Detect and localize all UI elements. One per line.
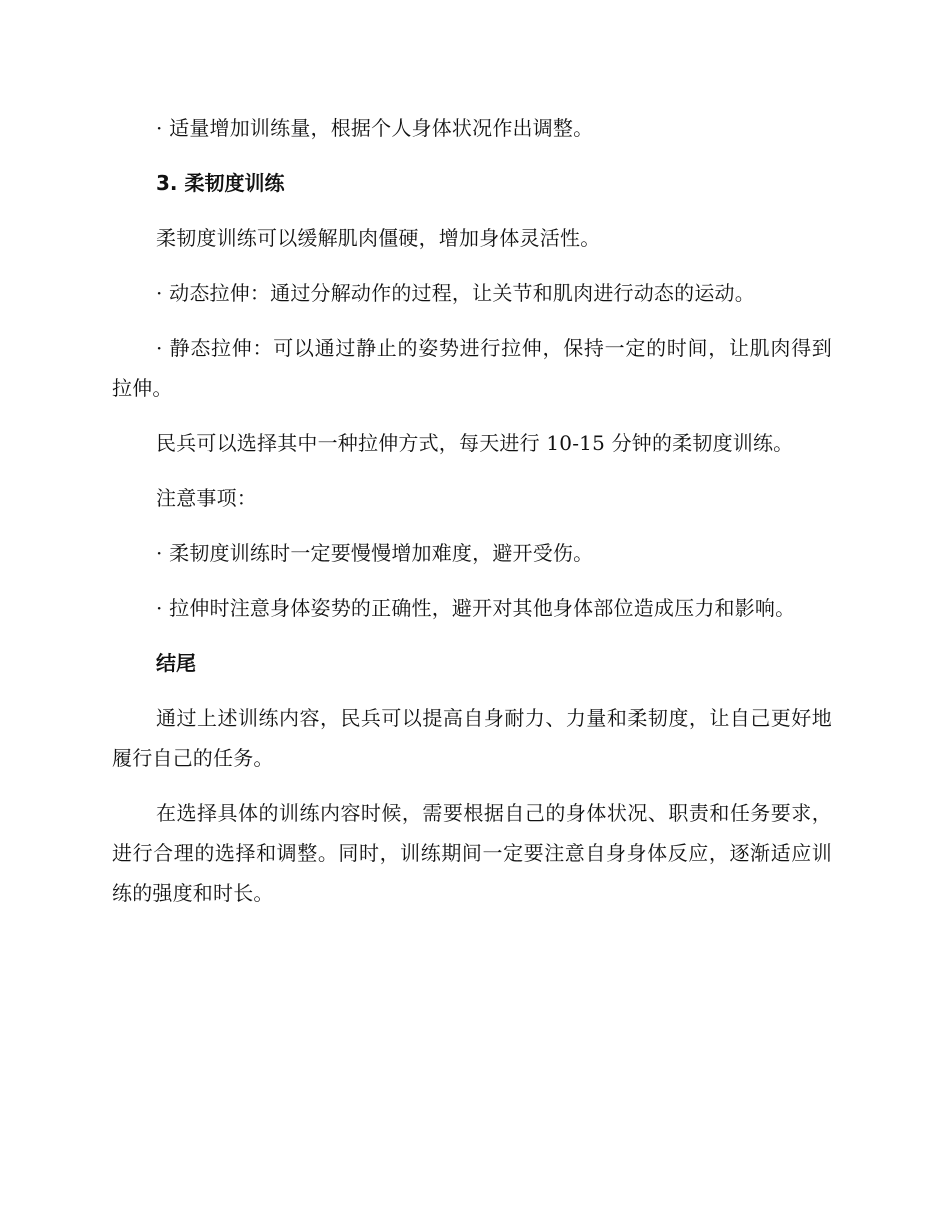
bullet-posture: · 拉伸时注意身体姿势的正确性，避开对其他身体部位造成压力和影响。 — [156, 596, 796, 620]
section-heading-conclusion: 结尾 — [156, 651, 196, 675]
paragraph-conclusion-2: 在选择具体的训练内容时候，需要根据自己的身体状况、职责和任务要求，进行合理的选择和调整。同时，训练期间一定要注意自身身体反应，逐渐适应训练的强度和时长。 — [112, 801, 832, 905]
paragraph-conclusion-1: 通过上述训练内容，民兵可以提高自身耐力、力量和柔韧度，让自己更好地履行自己的任务。 — [112, 706, 832, 770]
paragraph-flexibility-intro: 柔韧度训练可以缓解肌肉僵硬，增加身体灵活性。 — [156, 226, 601, 250]
paragraph-notes-label: 注意事项： — [156, 486, 257, 510]
section-heading-flexibility: 3. 柔韧度训练 — [156, 171, 285, 195]
document-body — [112, 108, 832, 928]
paragraph-stretch-choice: 民兵可以选择其中一种拉伸方式，每天进行 10-15 分钟的柔韧度训练。 — [156, 431, 794, 455]
bullet-static-stretch: · 静态拉伸：可以通过静止的姿势进行拉伸，保持一定的时间，让肌肉得到拉伸。 — [112, 336, 832, 400]
bullet-gradual-difficulty: · 柔韧度训练时一定要慢慢增加难度，避开受伤。 — [156, 541, 594, 565]
bullet-dynamic-stretch: · 动态拉伸：通过分解动作的过程，让关节和肌肉进行动态的运动。 — [156, 281, 755, 305]
bullet-increase-training: · 适量增加训练量，根据个人身体状况作出调整。 — [156, 116, 594, 140]
